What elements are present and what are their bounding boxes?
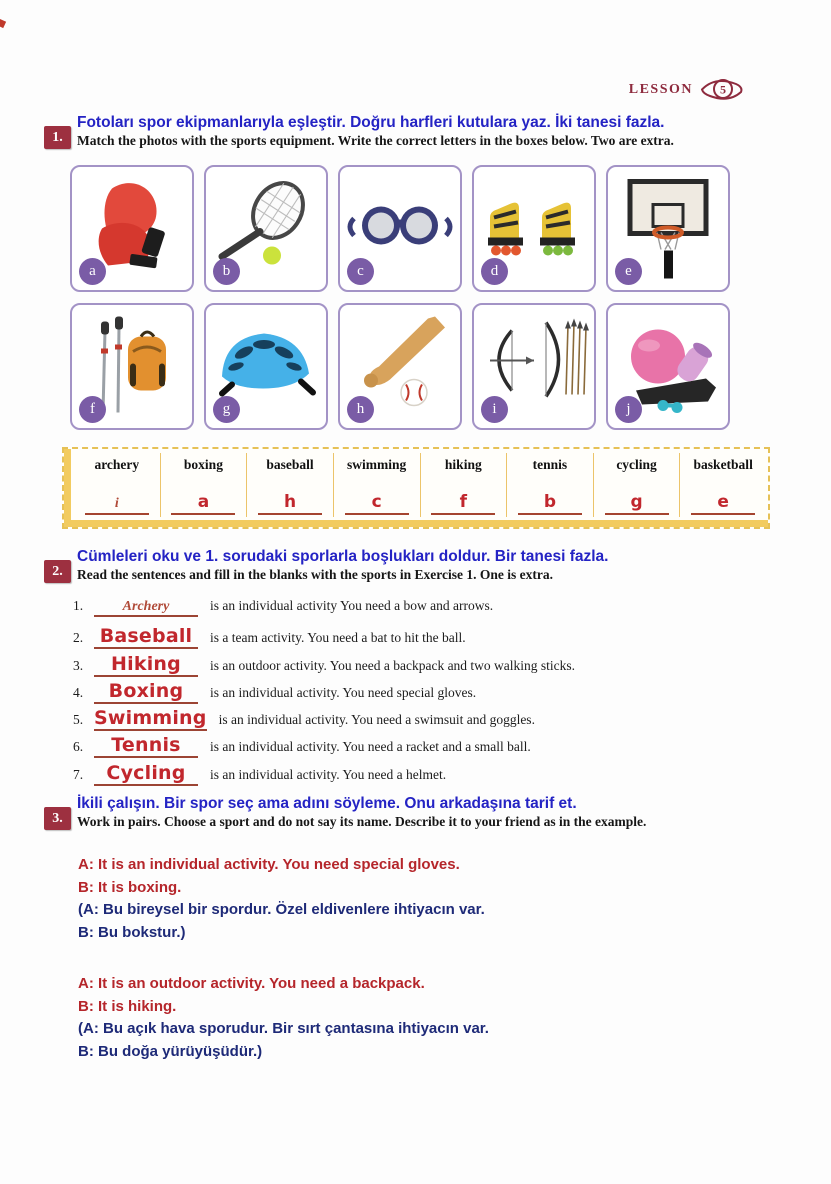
sentence-blank[interactable] xyxy=(94,625,198,649)
answer-blank[interactable] xyxy=(345,492,409,515)
exercise2-title-turkish: Cümleleri oku ve 1. sorudaki sporlarla boşlukları doldur. Bir tanesi fazla. xyxy=(77,548,609,565)
sentence-answer: Hiking xyxy=(111,652,181,675)
photo-card-f xyxy=(70,303,194,430)
exercise1-header xyxy=(44,113,831,149)
photo-letter-a: a xyxy=(79,258,106,285)
sport-label: tennis xyxy=(532,457,568,472)
sport-label: cycling xyxy=(616,457,657,472)
answer-letter: c xyxy=(371,492,382,512)
sentence-row-7 xyxy=(73,762,831,789)
sentence-text: is an individual activity. You need a racket and a small ball. xyxy=(210,739,531,755)
exercise2-title-english: Read the sentences and fill in the blanks with the sports in Exercise 1. One is extra. xyxy=(77,567,554,582)
lesson-header xyxy=(629,76,745,103)
sport-label: hiking xyxy=(444,457,482,472)
dialog-line-b-tr: B: Bu bokstur.) xyxy=(78,923,186,941)
sentence-blank[interactable] xyxy=(94,734,198,758)
exercise2-header xyxy=(44,547,831,583)
match-col-baseball xyxy=(247,453,334,517)
answer-letter: f xyxy=(459,492,468,512)
photo-card-h xyxy=(338,303,462,430)
dialog-line-b-tr: B: Bu doğa yürüyüşüdür.) xyxy=(78,1042,263,1060)
photo-card-g xyxy=(204,303,328,430)
match-col-swimming xyxy=(334,453,421,517)
lesson-label: LESSON xyxy=(628,81,693,97)
sentence-blank[interactable] xyxy=(94,707,207,731)
answer-blank[interactable] xyxy=(85,494,149,515)
sentence-blank[interactable] xyxy=(94,762,198,786)
sentence-row-6 xyxy=(73,734,831,761)
dialog-line-a-en: A: It is an outdoor activity. You need a backpack. xyxy=(78,975,425,993)
dialog-hiking xyxy=(78,973,831,1063)
sentence-answer: Archery xyxy=(122,599,170,614)
exercise3-title-english: Work in pairs. Choose a sport and do not say its name. Describe it to your friend as in the example. xyxy=(77,814,647,830)
sentence-number: 4. xyxy=(73,684,84,700)
sport-label: swimming xyxy=(347,457,407,472)
sentence-number: 2. xyxy=(73,630,84,646)
answer-letter: h xyxy=(284,492,297,512)
sentence-text: is an outdoor activity. You need a backpack and two walking sticks. xyxy=(210,657,576,673)
answer-blank[interactable] xyxy=(431,492,495,515)
photo-card-b xyxy=(204,165,328,292)
sport-label: boxing xyxy=(183,457,223,472)
dialog-line-a-tr: (A: Bu bireysel bir spordur. Özel eldivenlere ihtiyacın var. xyxy=(78,901,485,919)
sentence-row-5 xyxy=(73,707,831,734)
sentence-row-3 xyxy=(73,653,831,680)
photo-letter-g: g xyxy=(213,396,240,423)
sentence-blank[interactable] xyxy=(94,680,198,704)
sentence-text: is an individual activity. You need a swimsuit and goggles. xyxy=(218,712,535,728)
sentence-text: is a team activity. You need a bat to hit the ball. xyxy=(210,630,466,646)
match-col-basketball xyxy=(680,453,766,517)
photo-card-j xyxy=(606,303,730,430)
sentence-number: 7. xyxy=(73,766,84,782)
dialog-line-b-en: B: It is boxing. xyxy=(78,878,182,896)
sentence-row-2 xyxy=(73,625,831,652)
photo-card-e xyxy=(606,165,730,292)
sentence-number: 3. xyxy=(73,657,84,673)
matching-answer-table xyxy=(62,447,770,529)
match-col-boxing xyxy=(161,453,248,517)
match-col-archery xyxy=(74,453,161,517)
sentence-answer: Tennis xyxy=(111,734,181,757)
exercise1-title-turkish: Fotoları spor ekipmanlarıyla eşleştir. Doğru harfleri kutulara yaz. İki tanesi fazla. xyxy=(77,114,665,131)
sentence-row-1 xyxy=(73,598,831,625)
exercise3-title-turkish: İkili çalışın. Bir spor seç ama adını söyleme. Onu arkadaşına tarif et. xyxy=(77,795,577,813)
dialog-line-a-tr: (A: Bu açık hava sporudur. Bir sırt çantasına ihtiyacın var. xyxy=(78,1020,489,1038)
match-col-cycling xyxy=(594,453,681,517)
sentence-blank[interactable] xyxy=(94,653,198,677)
sentence-text: is an individual activity. You need a helmet. xyxy=(210,766,447,782)
photo-card-d xyxy=(472,165,596,292)
sport-label: basketball xyxy=(693,457,753,472)
photo-card-a xyxy=(70,165,194,292)
photo-letter-j: j xyxy=(615,396,642,423)
answer-letter: a xyxy=(197,492,210,512)
fill-in-sentences xyxy=(73,598,831,789)
dialog-boxing xyxy=(78,854,831,944)
exercise1-title-english: Match the photos with the sports equipment. Write the correct letters in the boxes below. Two are extra. xyxy=(77,133,674,148)
sentence-blank[interactable] xyxy=(94,598,198,617)
sentence-number: 1. xyxy=(73,598,84,613)
photo-card-c xyxy=(338,165,462,292)
sentence-row-4 xyxy=(73,680,831,707)
exercise2-number-badge: 2. xyxy=(44,560,71,583)
photo-letter-c: c xyxy=(347,258,374,285)
photo-letter-b: b xyxy=(213,258,240,285)
sentence-answer: Cycling xyxy=(106,761,186,784)
sentence-answer: Baseball xyxy=(99,625,193,648)
sentence-text: is an individual activity You need a bow and arrows. xyxy=(210,598,494,613)
answer-blank[interactable] xyxy=(691,492,755,515)
lesson-number: 5 xyxy=(720,82,726,97)
answer-blank[interactable] xyxy=(258,492,322,515)
lesson-number-eye-icon xyxy=(699,76,745,103)
photo-letter-h: h xyxy=(347,396,374,423)
answer-blank[interactable] xyxy=(605,492,669,515)
answer-letter: i xyxy=(114,496,119,511)
sports-equipment-photo-grid xyxy=(70,165,730,430)
sentence-answer: Swimming xyxy=(94,707,207,730)
sport-label: archery xyxy=(94,457,140,472)
answer-blank[interactable] xyxy=(171,492,235,515)
exercise3-number-badge: 3. xyxy=(44,807,71,830)
sentence-number: 5. xyxy=(73,712,84,728)
sport-label: baseball xyxy=(266,457,314,472)
dialog-line-a-en: A: It is an individual activity. You need special gloves. xyxy=(78,856,460,874)
answer-letter: e xyxy=(717,492,729,512)
photo-letter-e: e xyxy=(615,258,642,285)
exercise3-header xyxy=(44,794,831,830)
dialog-line-b-en: B: It is hiking. xyxy=(78,997,177,1015)
photo-letter-f: f xyxy=(79,396,106,423)
exercise1-number-badge: 1. xyxy=(44,126,71,149)
sentence-answer: Boxing xyxy=(108,679,184,702)
photo-letter-d: d xyxy=(481,258,508,285)
answer-letter: g xyxy=(630,492,643,512)
example-dialogs xyxy=(78,854,831,1063)
match-col-tennis xyxy=(507,453,594,517)
sentence-number: 6. xyxy=(73,739,84,755)
sentence-text: is an individual activity. You need special gloves. xyxy=(210,684,477,700)
photo-letter-i: i xyxy=(481,396,508,423)
photo-card-i xyxy=(472,303,596,430)
answer-blank[interactable] xyxy=(518,492,582,515)
answer-letter: b xyxy=(543,492,557,512)
match-col-hiking xyxy=(421,453,508,517)
